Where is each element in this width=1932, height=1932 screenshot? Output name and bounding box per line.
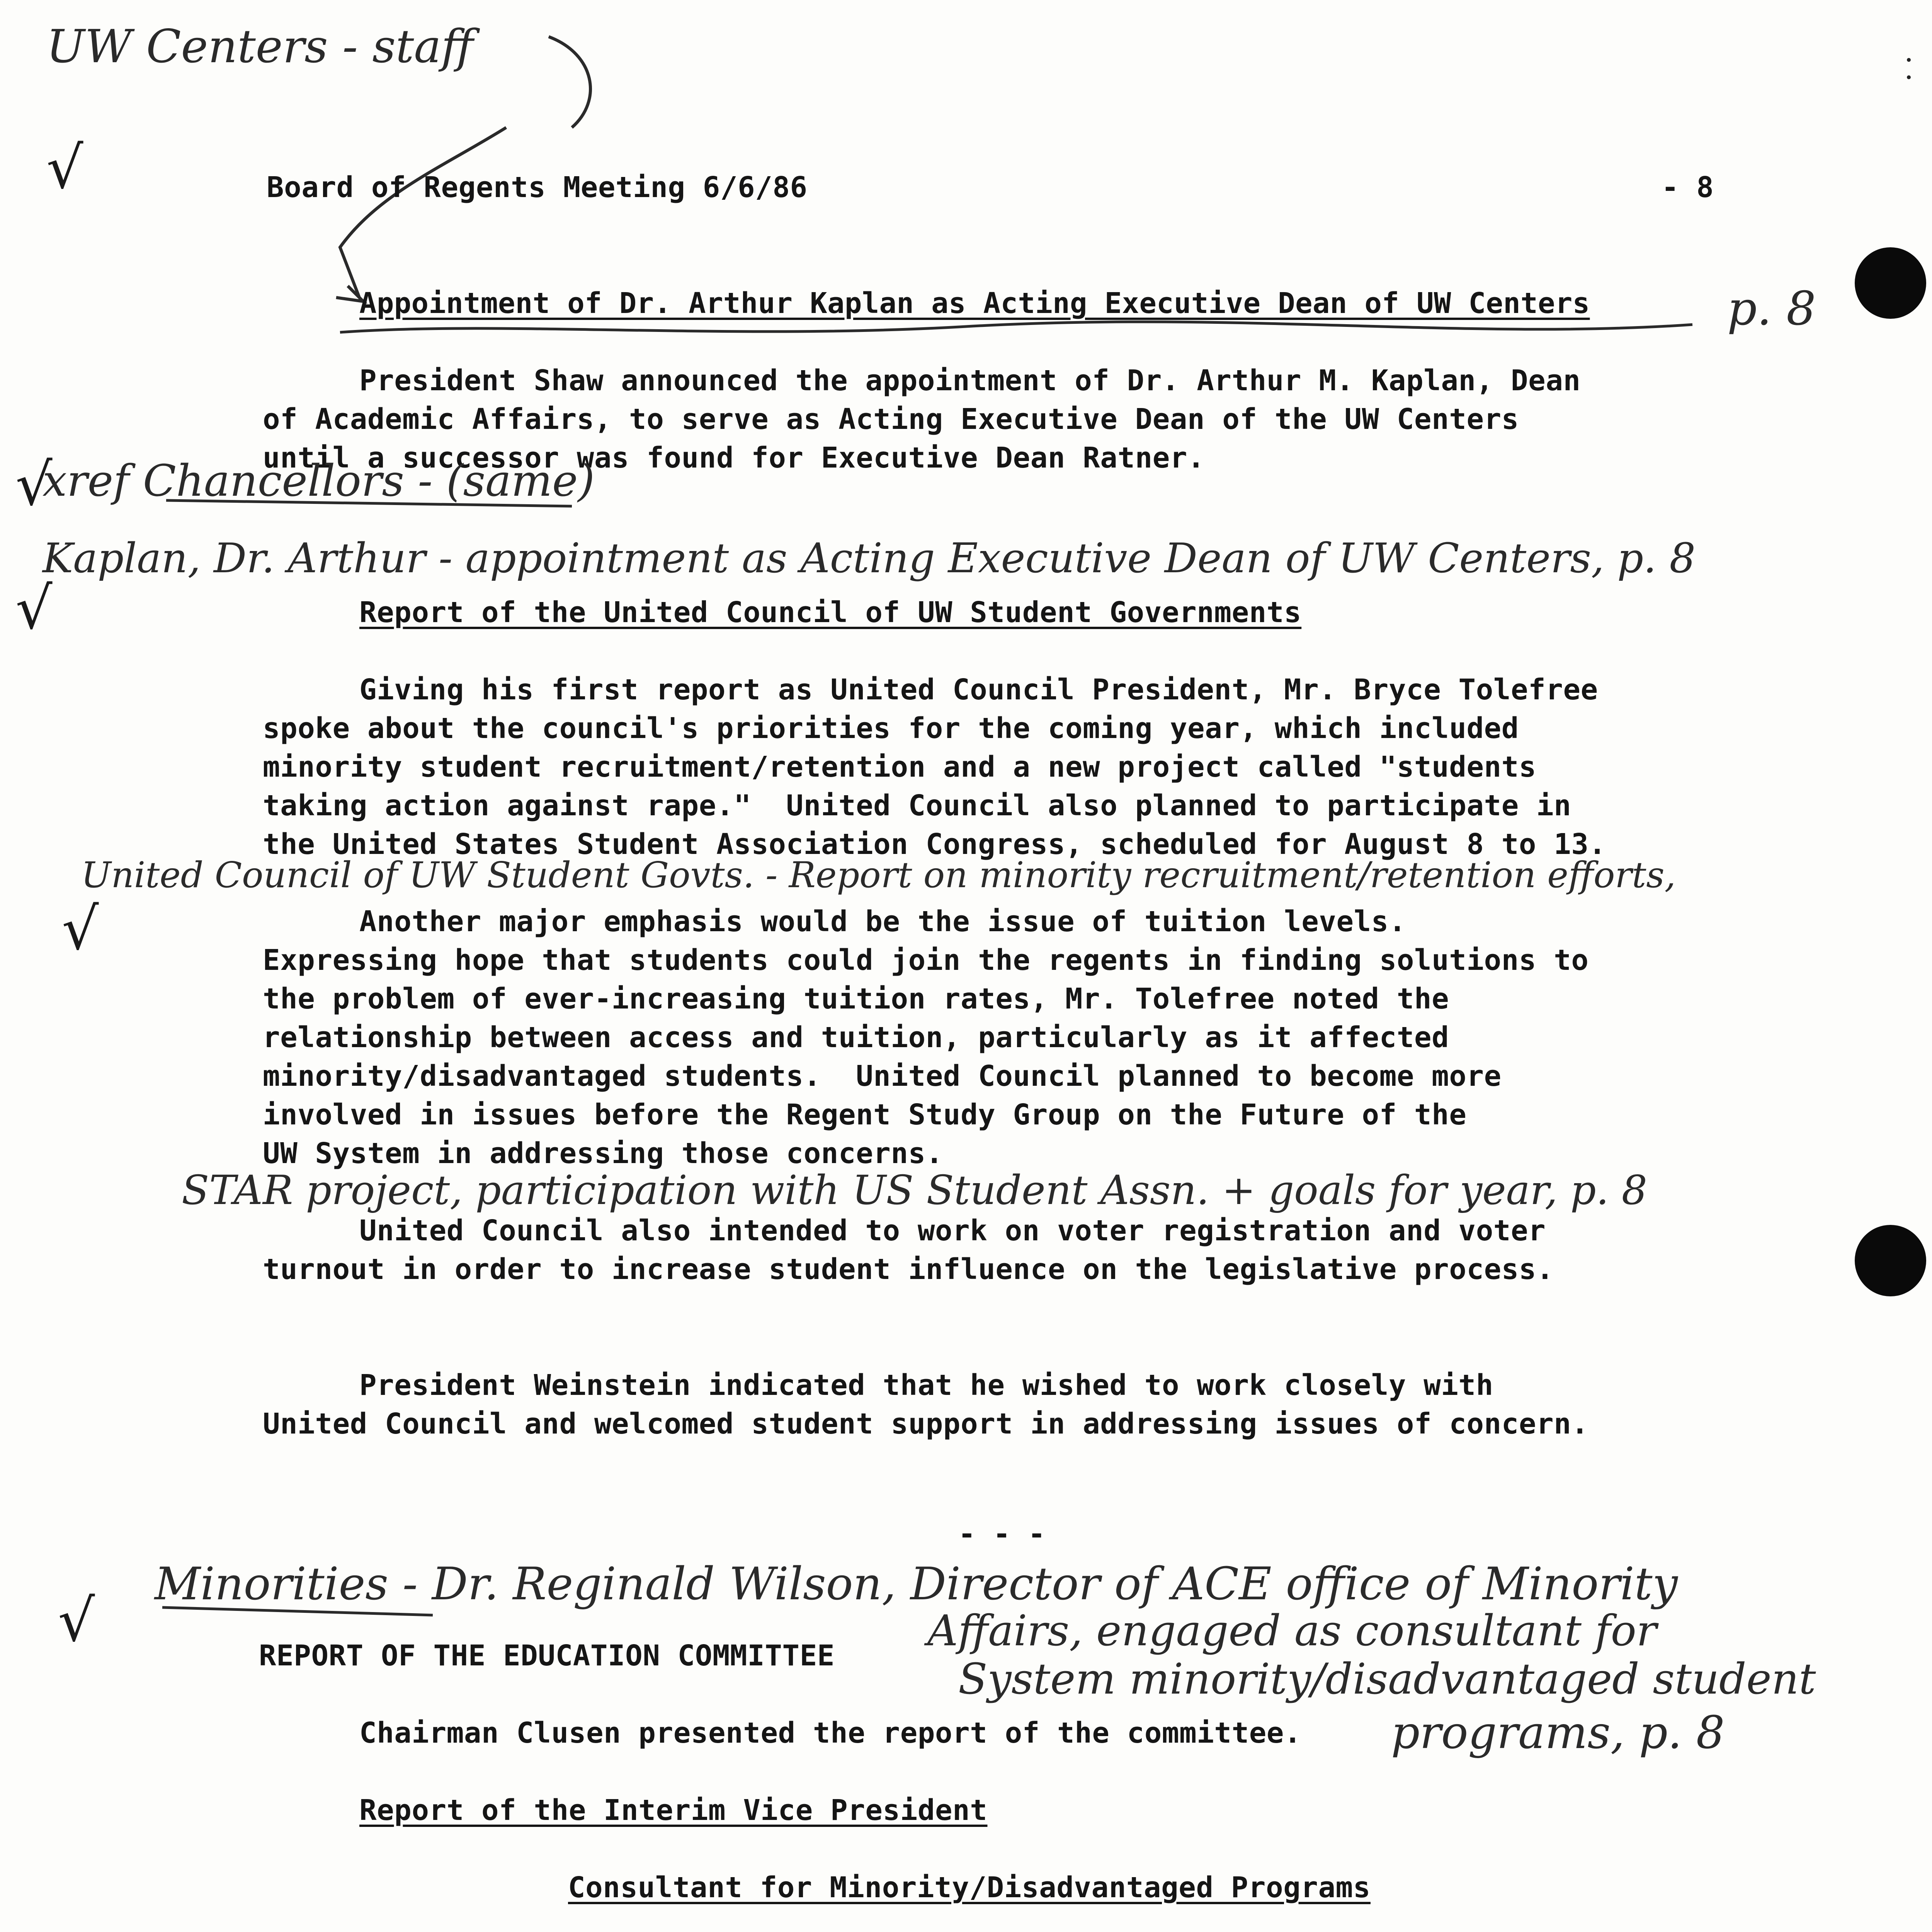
uc-para2-line-3: the problem of ever-increasing tuition rates, Mr. Tolefree noted the <box>263 982 1449 1015</box>
uc-para1-line-5: the United States Student Association Congress, scheduled for August 8 to 13. <box>263 828 1606 861</box>
uc-para1-line-3: minority student recruitment/retention and a new project called "students <box>263 750 1537 784</box>
annotation-united-council-index: United Council of UW Student Govts. - Report on minority recruitment/retention efforts, <box>81 854 1676 896</box>
section-heading-kaplan: Appointment of Dr. Arthur Kaplan as Acting Executive Dean of UW Centers <box>359 287 1590 320</box>
section-heading-united-council: Report of the United Council of UW Student Governments <box>359 596 1302 629</box>
kaplan-line-3: until a successor was found for Executive Dean Ratner. <box>263 441 1205 474</box>
annotation-kaplan-index: Kaplan, Dr. Arthur - appointment as Acting Executive Dean of UW Centers, p. 8 <box>43 534 1696 582</box>
uc-para1-line-4: taking action against rape." United Council also planned to participate in <box>263 789 1571 822</box>
uc-para2-line-5: minority/disadvantaged students. United Council planned to become more <box>263 1060 1502 1093</box>
education-report-line: Chairman Clusen presented the report of the committee. <box>359 1716 1302 1750</box>
check-mark-icon: √ <box>46 134 83 202</box>
check-mark-icon: √ <box>62 896 99 963</box>
uc-para2-line-2: Expressing hope that students could join the regents in finding solutions to <box>263 944 1589 977</box>
annotation-page-ref: p. 8 <box>1727 282 1816 336</box>
uc-para2-line-7: UW System in addressing those concerns. <box>263 1137 943 1170</box>
annotation-minorities-line-2: Affairs, engaged as consultant for <box>927 1606 1657 1655</box>
speck-mark <box>1907 75 1911 79</box>
check-mark-icon: √ <box>15 575 53 642</box>
uc-para1-line-1: Giving his first report as United Council President, Mr. Bryce Tolefree <box>359 673 1598 706</box>
speck-mark <box>1907 58 1911 62</box>
annotation-minorities-line-4: programs, p. 8 <box>1391 1707 1725 1759</box>
uc-para3-line-2: turnout in order to increase student influence on the legislative process. <box>263 1253 1554 1286</box>
section-heading-consultant: Consultant for Minority/Disadvantaged Programs <box>568 1871 1371 1904</box>
uc-para2-line-4: relationship between access and tuition, particularly as it affected <box>263 1021 1449 1054</box>
annotation-star-project: STAR project, participation with US Student Assn. + goals for year, p. 8 <box>182 1167 1647 1214</box>
uc-para4-line-2: United Council and welcomed student support in addressing issues of concern. <box>263 1407 1589 1440</box>
kaplan-line-1: President Shaw announced the appointment of Dr. Arthur M. Kaplan, Dean <box>359 364 1581 397</box>
check-mark-icon: √ <box>58 1587 95 1655</box>
uc-para4-line-1: President Weinstein indicated that he wished to work closely with <box>359 1369 1493 1402</box>
section-separator: - - - <box>958 1517 1046 1551</box>
page-header-title: Board of Regents Meeting 6/6/86 <box>267 171 808 204</box>
kaplan-line-2: of Academic Affairs, to serve as Acting Executive Dean of the UW Centers <box>263 403 1519 436</box>
section-heading-education-committee: REPORT OF THE EDUCATION COMMITTEE <box>259 1639 835 1672</box>
annotation-minorities-line-1: Minorities - Dr. Reginald Wilson, Director of ACE office of Minority <box>155 1558 1678 1610</box>
uc-para3-line-1: United Council also intended to work on voter registration and voter <box>359 1214 1546 1247</box>
annotation-top-left: UW Centers - staff <box>46 20 474 73</box>
section-heading-interim-vp: Report of the Interim Vice President <box>359 1794 988 1827</box>
uc-para1-line-2: spoke about the council's priorities for the coming year, which included <box>263 712 1519 745</box>
check-mark-icon: √ <box>15 451 53 519</box>
annotation-xref-chancellors: xref Chancellors - (same) <box>43 456 595 506</box>
punch-hole-middle <box>1855 1225 1926 1296</box>
page-number: - 8 <box>1662 171 1714 204</box>
annotation-minorities-line-3: System minority/disadvantaged student <box>958 1654 1816 1704</box>
uc-para2-line-1: Another major emphasis would be the issue of tuition levels. <box>359 905 1406 938</box>
punch-hole-top <box>1855 247 1926 319</box>
uc-para2-line-6: involved in issues before the Regent Study Group on the Future of the <box>263 1098 1467 1131</box>
